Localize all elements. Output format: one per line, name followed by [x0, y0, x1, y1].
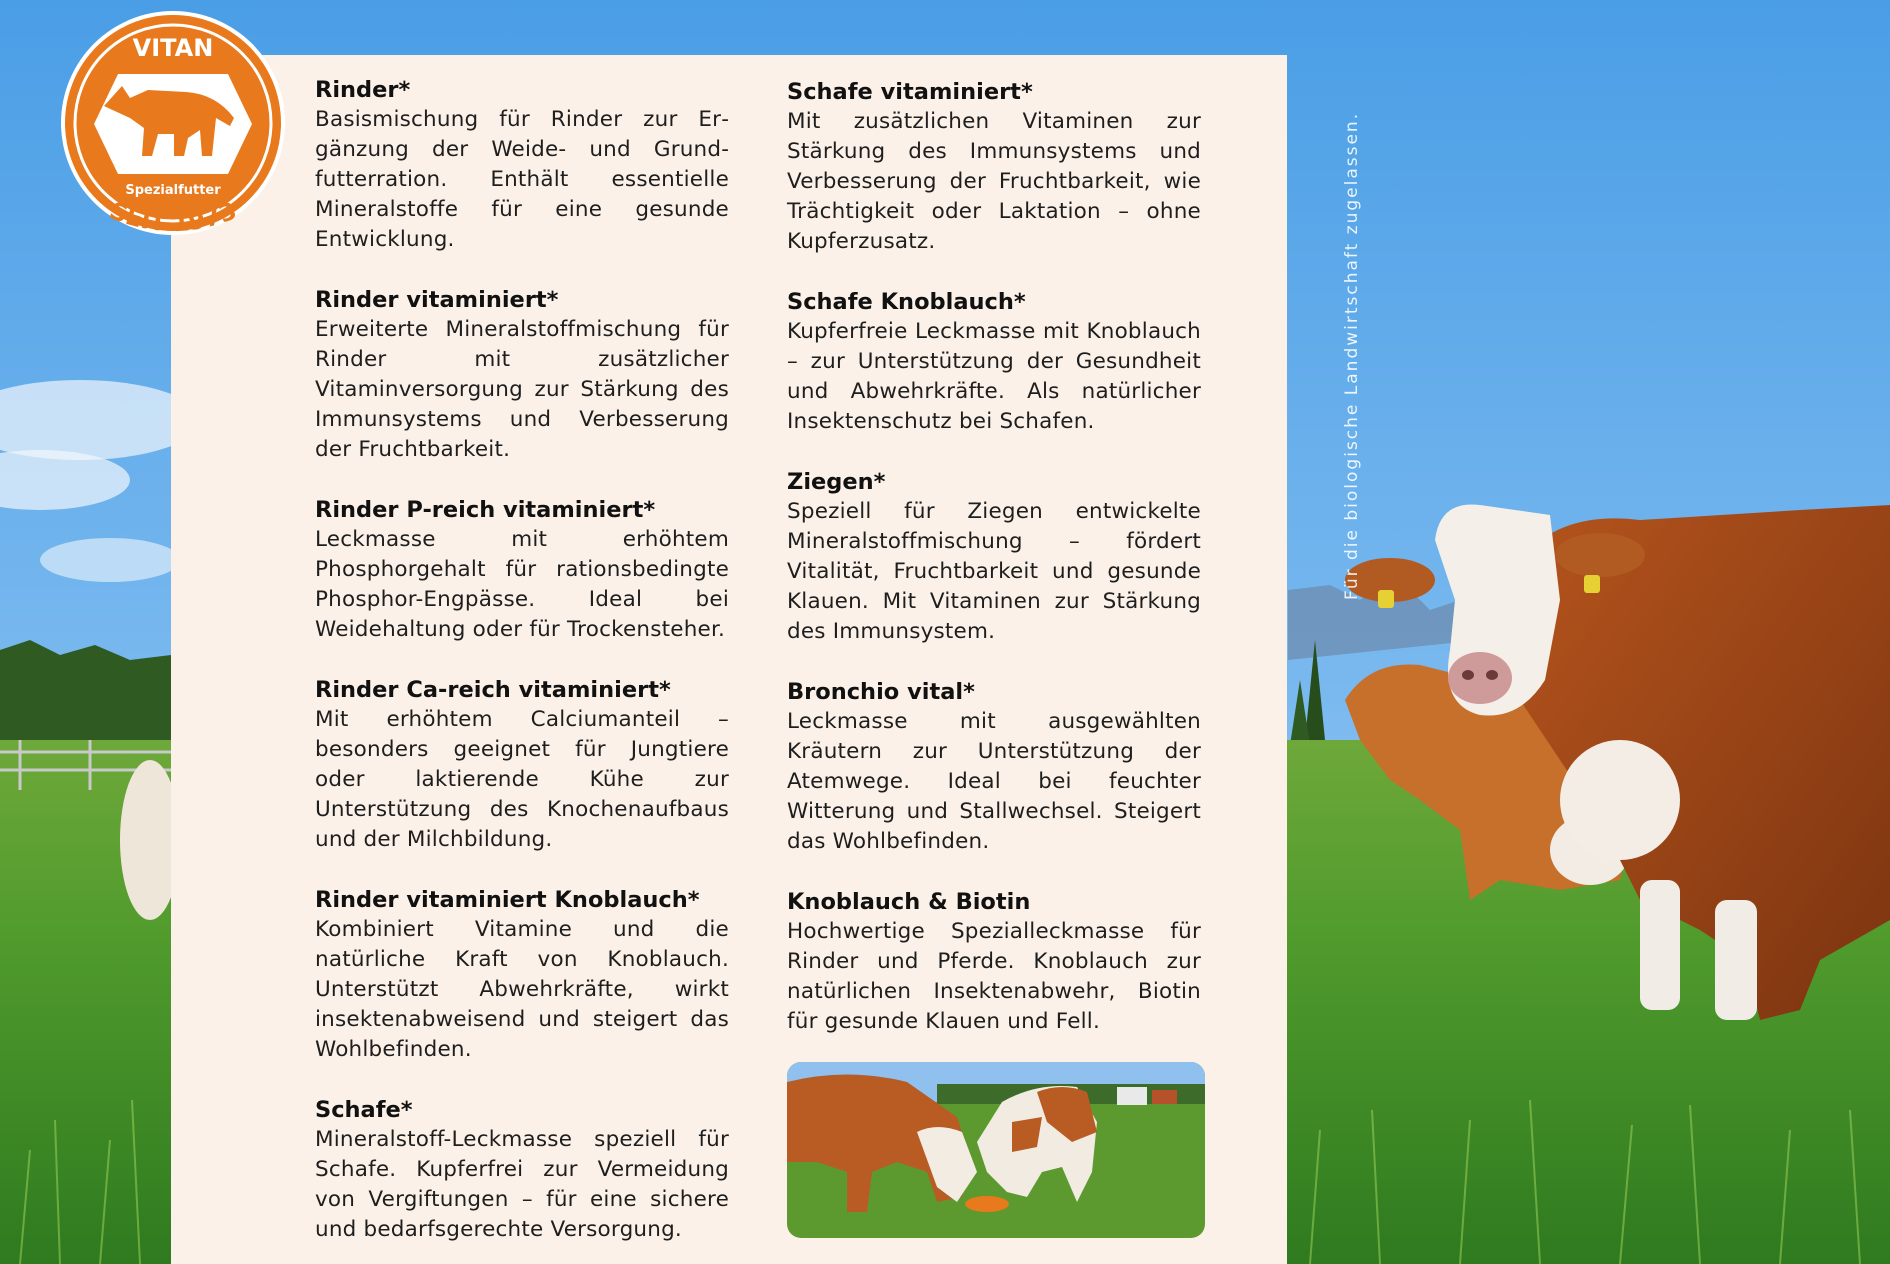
product-entry [787, 677, 1201, 857]
product-description: Leckmasse mit erhöhtem Phosphorgehalt für rationsbedingte Phosphor-Engpässe. Ideal bei Weidehaltung oder für Trockensteher. [315, 527, 729, 642]
product-description: Mit zusätzlichen Vitaminen zur Stärkung des Immunsystems und Verbesserung der Fruchtbarkeit, wie Trächtigkeit oder Laktation – ohne Kupferzusatz. [787, 109, 1201, 254]
product-entry [787, 467, 1201, 647]
product-description: Kupferfreie Leckmasse mit Knoblauch – zur Unterstützung der Gesundheit und Abwehrkräfte. Als natürlicher Insektenschutz bei Schafen. [787, 319, 1201, 434]
product-title: Schafe vitaminiert* [787, 79, 1033, 105]
organic-approval-text: Für die biologische Landwirtschaft zugelassen. [1342, 111, 1362, 600]
product-description: Kombiniert Vitamine und die natürliche Kraft von Knoblauch. Unterstützt Abwehrkräfte, wirkt insektenabweisend und steigert das Wohlbefinden. [315, 917, 729, 1062]
product-panel [171, 55, 1287, 1264]
product-column-left [315, 75, 729, 1264]
product-description: Mineralstoff-Leckmasse speziell für Schafe. Kupferfrei zur Vermeidung von Vergiftungen – für eine sichere und bedarfsgerechte Versorgung. [315, 1127, 729, 1242]
organic-approval-note [1338, 60, 1362, 600]
product-entry [315, 1095, 729, 1245]
product-column-right [787, 77, 1201, 1067]
product-entry [787, 887, 1201, 1037]
product-description: Leckmasse mit ausgewählten Kräutern zur Unterstützung der Atemwege. Ideal bei feuchter Witterung und Stallwechsel. Steigert das Wohlbefinden. [787, 709, 1201, 854]
product-description: Basismischung für Rinder zur Ergänzung der Weide- und Grundfutterration. Enthält essentielle Mineralstoffe für eine gesunde Entwicklung. [315, 107, 729, 252]
product-entry [315, 285, 729, 465]
product-title: Rinder* [315, 77, 411, 103]
product-title: Rinder vitaminiert* [315, 287, 559, 313]
product-title: Knoblauch & Biotin [787, 889, 1031, 915]
brand-name: VITAN [132, 34, 214, 62]
brand-subtitle: Spezialfutter [125, 183, 221, 198]
product-description: Mit erhöhtem Calciumanteil – besonders geeignet für Jungtiere oder laktierende Kühe zur Unterstützung des Knochenaufbaus und der Milchbildung. [315, 707, 729, 852]
product-title: Ziegen* [787, 469, 886, 495]
calves-feeding-photo [787, 1062, 1205, 1238]
product-entry [315, 495, 729, 645]
product-title: Bronchio vital* [787, 679, 975, 705]
product-entry [315, 675, 729, 855]
product-entry [315, 75, 729, 255]
product-title: Rinder vitaminiert Knoblauch* [315, 887, 700, 913]
brand-since: SEIT 1973 [105, 196, 241, 238]
product-title: Rinder Ca-reich vitaminiert* [315, 677, 671, 703]
product-title: Rinder P-reich vitaminiert* [315, 497, 656, 523]
vitan-logo [56, 6, 290, 252]
product-entry [787, 77, 1201, 257]
product-description: Speziell für Ziegen entwickelte Mineralstoffmischung – fördert Vitalität, Fruchtbarkeit und gesunde Klauen. Mit Vitaminen zur Stärkung des Immunsystem. [787, 499, 1201, 644]
product-title: Schafe* [315, 1097, 413, 1123]
product-description: Hochwertige Spezialleckmasse für Rinder und Pferde. Knoblauch zur natürlichen Insektenabwehr, Biotin für gesunde Klauen und Fell. [787, 919, 1201, 1034]
product-entry [787, 287, 1201, 437]
product-entry [315, 885, 729, 1065]
product-description: Erweiterte Mineralstoffmischung für Rinder mit zusätzlicher Vitaminversorgung zur Stärkung des Immunsystems und Verbesserung der Fruchtbarkeit. [315, 317, 729, 462]
product-title: Schafe Knoblauch* [787, 289, 1026, 315]
